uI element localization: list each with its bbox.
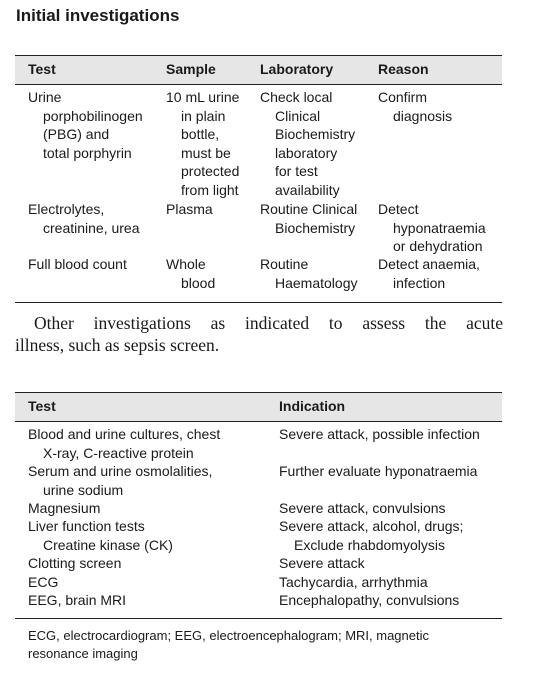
table-cell-reason: Confirm diagnosis (378, 89, 453, 124)
column-header-reason: Reason (378, 61, 429, 77)
table-cell-test: Electrolytes, creatinine, urea (28, 201, 140, 236)
section-heading: Initial investigations (16, 6, 180, 25)
table-bottom-rule (15, 302, 502, 303)
table-cell-sample: Plasma (166, 201, 213, 217)
table-cell-test: Blood and urine cultures, chest X-ray, C-reactive protein (28, 426, 221, 461)
table-footnote: ECG, electrocardiogram; EEG, electroencephalogram; MRI, magnetic resonance imaging (28, 628, 430, 661)
other-investigations-table (15, 392, 502, 622)
column-header-test: Test (28, 61, 56, 77)
table-cell-indication: Severe attack, convulsions (279, 500, 446, 516)
table-cell-reason: Detect hyponatraemia or dehydration (378, 201, 486, 254)
table-cell-reason: Detect anaemia, infection (378, 256, 480, 291)
body-paragraph (15, 312, 503, 356)
initial-investigations-table (15, 55, 502, 305)
table-cell-test: Full blood count (28, 256, 127, 272)
table-header (15, 55, 502, 85)
table-cell-test: ECG (28, 574, 59, 590)
table-cell-test: Urine porphobilinogen (PBG) and total porphyrin (28, 89, 143, 161)
column-header-sample: Sample (166, 61, 216, 77)
column-header-laboratory: Laboratory (260, 61, 334, 77)
table-cell-indication: Encephalopathy, convulsions (279, 592, 460, 608)
table-cell-indication: Severe attack, alcohol, drugs; Exclude rhabdomyolysis (279, 518, 464, 553)
table-cell-indication: Tachycardia, arrhythmia (279, 574, 428, 590)
table-cell-test: Liver function tests Creatine kinase (CK) (28, 518, 173, 553)
column-header-indication: Indication (279, 398, 346, 414)
table-cell-test: Clotting screen (28, 555, 122, 571)
paragraph-line-1: Other investigations as indicated to assess the acute (34, 313, 503, 333)
table-cell-indication: Severe attack (279, 555, 365, 571)
table-cell-indication: Further evaluate hyponatraemia (279, 463, 478, 479)
table-cell-laboratory: Routine Clinical Biochemistry (260, 201, 358, 236)
table-cell-test: Magnesium (28, 500, 101, 516)
table-bottom-rule (15, 618, 502, 619)
table-cell-sample: Whole blood (166, 256, 216, 291)
table-cell-test: EEG, brain MRI (28, 592, 127, 608)
table-header (15, 392, 502, 422)
column-header-test: Test (28, 398, 56, 414)
table-cell-laboratory: Check local Clinical Biochemistry laboratory for test availability (260, 89, 356, 198)
table-cell-laboratory: Routine Haematology (260, 256, 358, 291)
paragraph-line-2: illness, such as sepsis screen. (15, 335, 220, 355)
table-cell-sample: 10 mL urine in plain bottle, must be protected from light (166, 89, 240, 198)
table-cell-indication: Severe attack, possible infection (279, 426, 480, 442)
table-cell-test: Serum and urine osmolalities, urine sodium (28, 463, 213, 498)
